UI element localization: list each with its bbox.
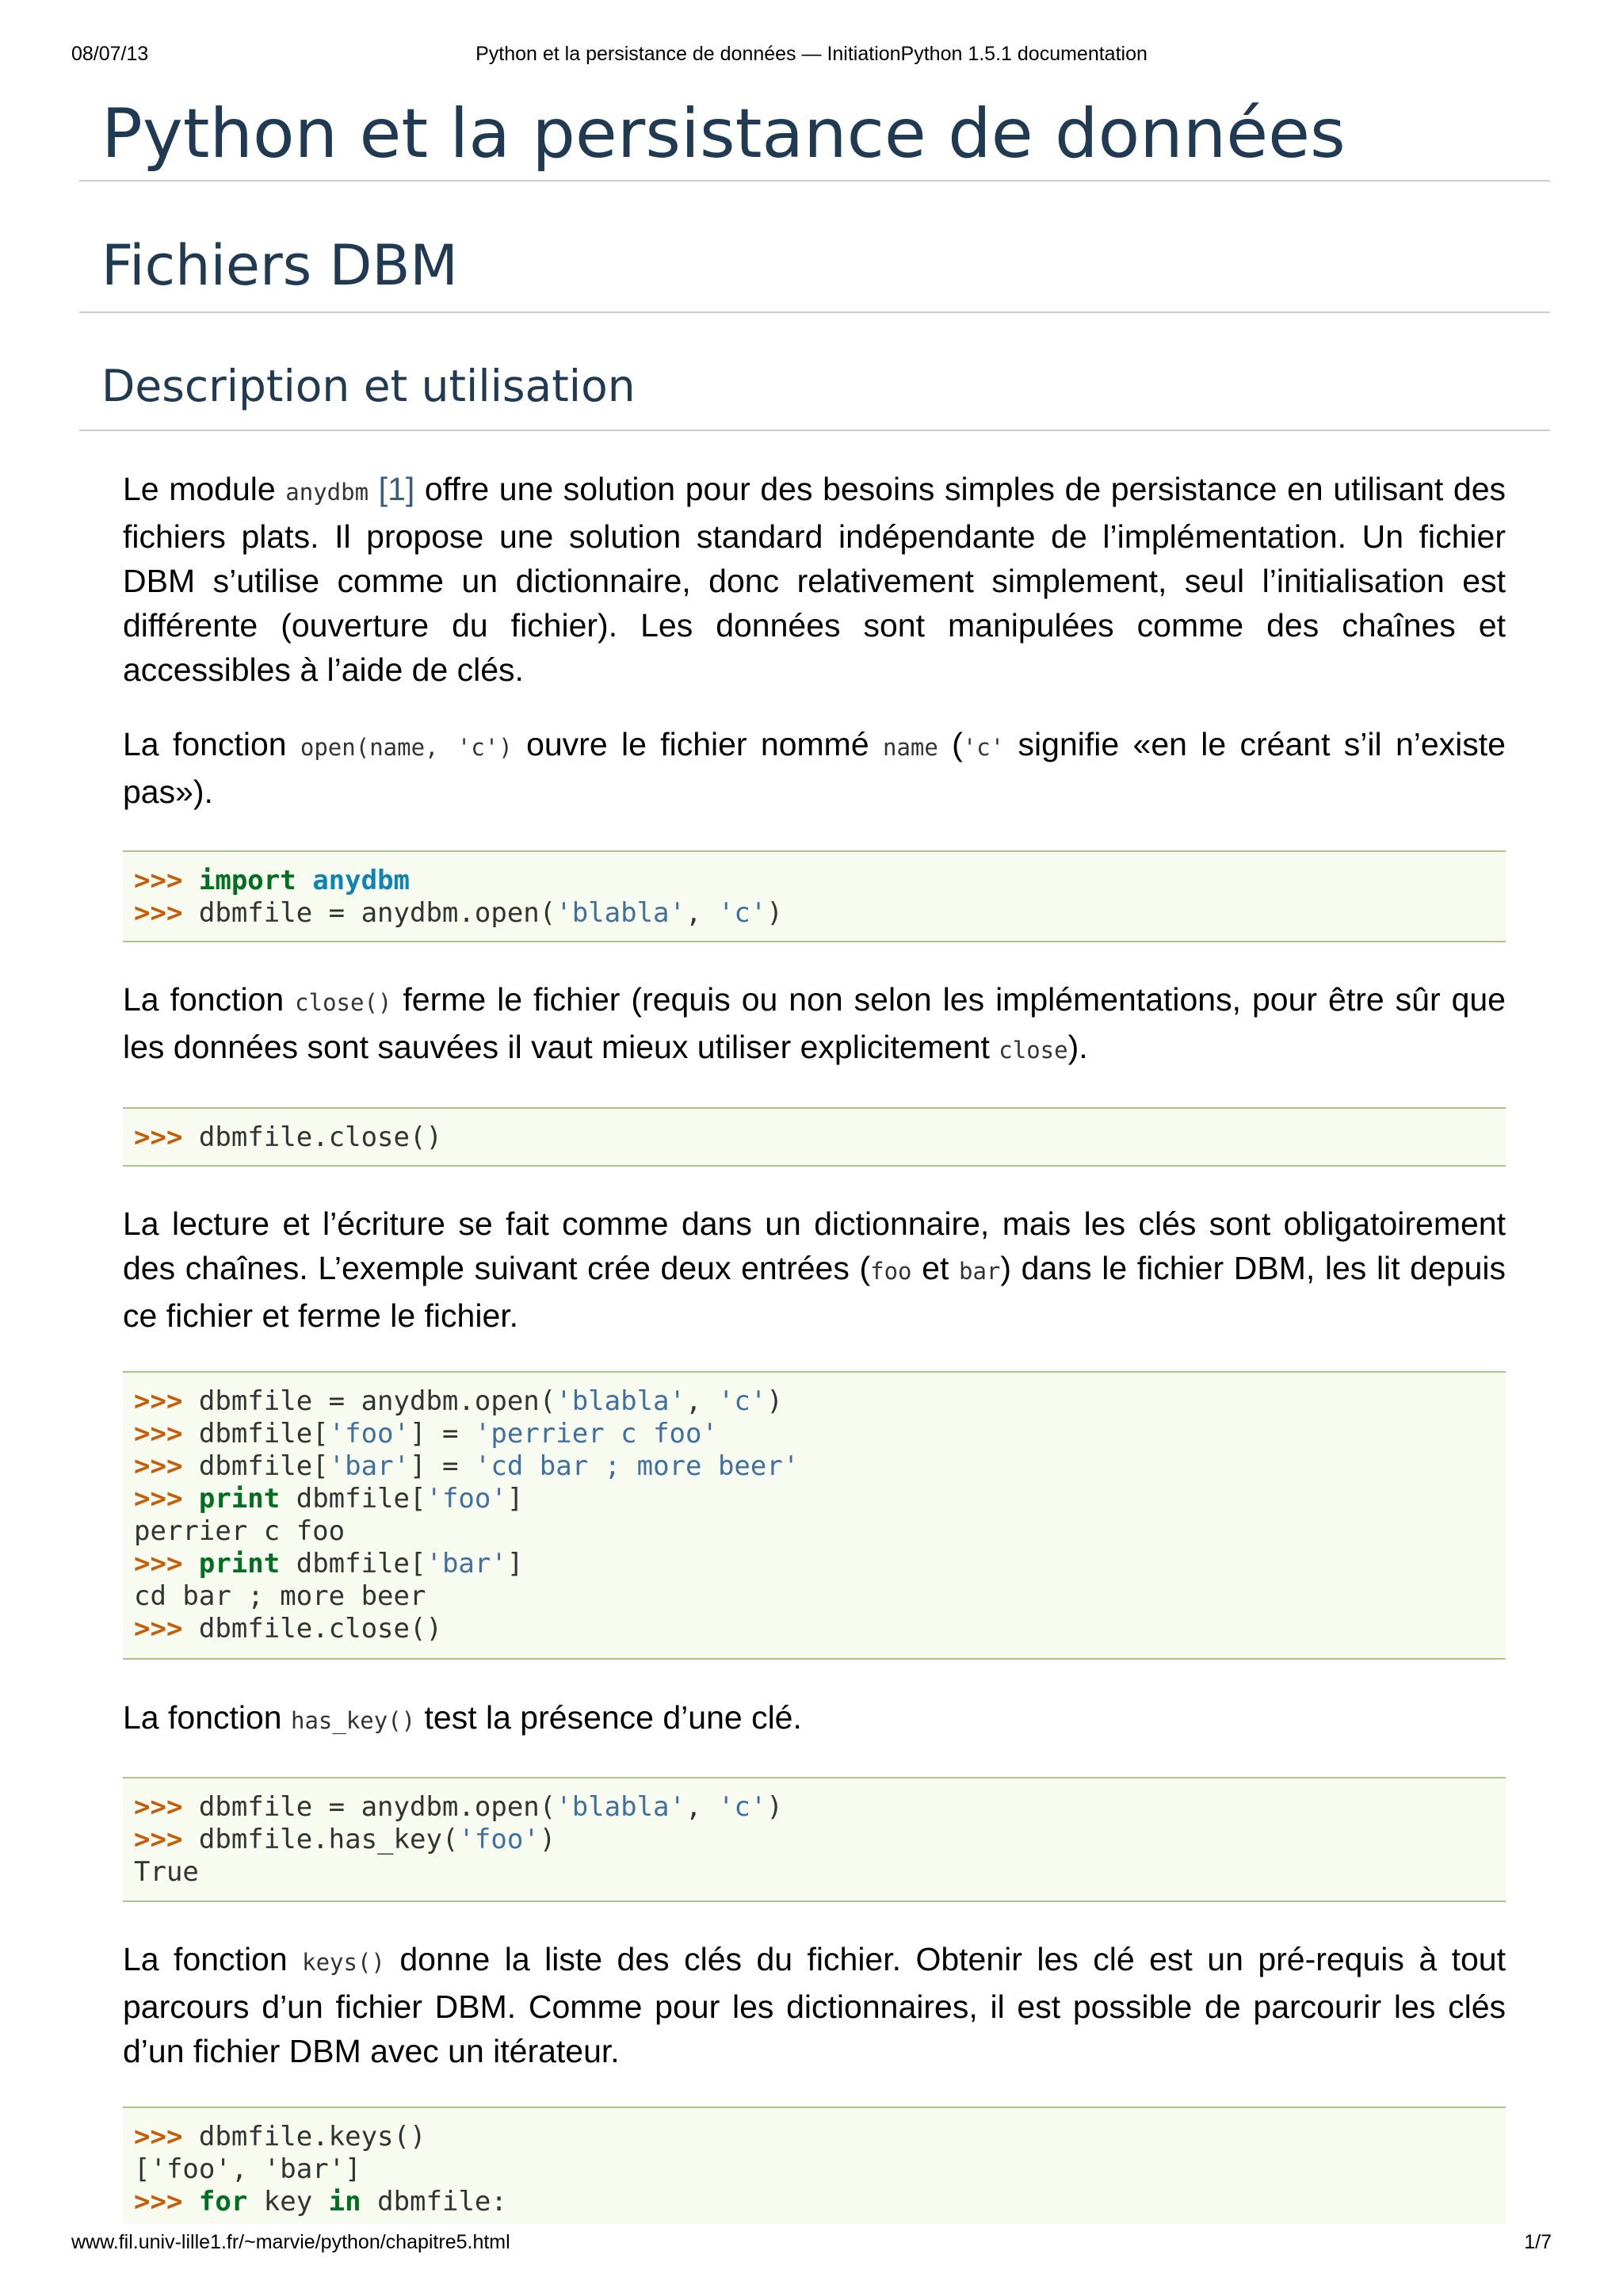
paragraph-intro (123, 467, 1506, 692)
inline-code: open(name, 'c') (300, 734, 513, 761)
page-title: Python et la persistance de données (79, 92, 1550, 181)
header-date: 08/07/13 (71, 43, 149, 65)
text: et (911, 1250, 959, 1286)
code-token: 'cd bar ; more beer' (474, 1450, 800, 1482)
paragraph-keys (123, 1937, 1506, 2073)
code-token: cd bar ; more beer (134, 1580, 426, 1612)
code-token: dbmfile = anydbm.open( (198, 1385, 556, 1417)
text: donne la liste des clés du fichier. Obtenir les clé est un pré-requis à tout parcours d’un fichier DBM. Comme pour les dictionnaires, il est possible de parcourir les clés d’un fichier DBM avec un itérateur. (123, 1941, 1506, 2069)
text: ) dans le fichier DBM, les lit depuis ce fichier et ferme le fichier. (123, 1250, 1506, 1334)
inline-code: keys() (302, 1949, 385, 1976)
paragraph-readwrite (123, 1201, 1506, 1338)
code-token: dbmfile[ (198, 1418, 329, 1450)
inline-code: has_key() (291, 1707, 416, 1734)
code-token: >>> (134, 1613, 199, 1645)
text: La fonction (123, 726, 300, 762)
code-token: >>> (134, 1824, 199, 1855)
code-token: , (685, 1791, 718, 1823)
code-line (134, 2186, 1496, 2218)
code-token: dbmfile: (361, 2186, 507, 2218)
text: La fonction (123, 1941, 303, 1977)
code-token: ] (506, 1548, 524, 1580)
code-token: 'blabla' (556, 1791, 685, 1823)
code-token: >>> (134, 865, 199, 896)
code-line (134, 897, 1496, 930)
code-token: print (198, 1548, 281, 1580)
code-block (123, 1371, 1506, 1660)
footer-url: www.fil.univ-lille1.fr/~marvie/python/chapitre5.html (71, 2231, 510, 2253)
code-line (134, 2121, 1496, 2153)
paragraph-close (123, 977, 1506, 1072)
code-token: True (134, 1856, 199, 1888)
code-token: ) (766, 1385, 783, 1417)
code-token: perrier c foo (134, 1515, 346, 1547)
code-line (134, 1791, 1496, 1824)
code-token: ) (539, 1824, 556, 1855)
paragraph-open (123, 722, 1506, 814)
code-token: for (198, 2186, 248, 2218)
code-token: 'blabla' (556, 1385, 685, 1417)
code-block (123, 1777, 1506, 1902)
code-token: >>> (134, 1121, 199, 1153)
paragraph-haskey (123, 1695, 1506, 1743)
code-token: 'c' (717, 897, 767, 929)
page-number: 1/7 (1524, 2231, 1552, 2253)
code-line (134, 1548, 1496, 1580)
code-token (296, 865, 312, 896)
code-token: 'foo' (458, 1824, 540, 1855)
code-token: >>> (134, 1418, 199, 1450)
text: La fonction (123, 1699, 291, 1736)
code-line (134, 2153, 1496, 2186)
code-token: ) (766, 897, 783, 929)
page-header (0, 43, 1623, 71)
text: ouvre le fichier nommé (512, 726, 883, 762)
inline-code: bar (959, 1258, 1001, 1285)
code-token: >>> (134, 1548, 199, 1580)
code-token: 'bar' (328, 1450, 411, 1482)
code-line (134, 1613, 1496, 1645)
code-token: >>> (134, 1385, 199, 1417)
code-token: dbmfile.close() (198, 1613, 442, 1645)
section-heading: Fichiers DBM (79, 238, 1550, 313)
code-token: >>> (134, 2121, 199, 2153)
code-block (123, 1107, 1506, 1167)
text: ). (1067, 1029, 1088, 1065)
code-token: , (685, 897, 718, 929)
code-token: 'blabla' (556, 897, 685, 929)
text: signifie «en le créant s’il n’existe pas»). (123, 726, 1506, 810)
inline-code: close (999, 1037, 1068, 1064)
page-footer (0, 2231, 1623, 2260)
code-token: in (328, 2186, 361, 2218)
inline-code: anydbm (285, 479, 369, 506)
inline-code: 'c' (962, 734, 1005, 761)
code-token: print (198, 1483, 281, 1515)
inline-code: close() (295, 989, 392, 1016)
code-token: >>> (134, 1483, 199, 1515)
code-token: ) (766, 1791, 783, 1823)
code-token: key (247, 2186, 329, 2218)
code-token: anydbm (312, 865, 411, 896)
code-line (134, 1450, 1496, 1483)
code-token: dbmfile.has_key( (198, 1824, 459, 1855)
code-token: >>> (134, 897, 199, 929)
code-token: dbmfile[ (280, 1548, 426, 1580)
code-token: dbmfile = anydbm.open( (198, 897, 556, 929)
code-line (134, 1580, 1496, 1613)
code-token: >>> (134, 1450, 199, 1482)
text: La lecture et l’écriture se fait comme dans un dictionnaire, mais les clés sont obligatoirement des chaînes. L’exemple suivant crée deux entrées ( (123, 1205, 1506, 1286)
code-token: ] = (410, 1450, 475, 1482)
code-block (123, 850, 1506, 942)
text: ferme le fichier (requis ou non selon les implémentations, pour être sûr que les données sont sauvées il vaut mieux utiliser explicitement (123, 981, 1506, 1065)
code-token: dbmfile[ (280, 1483, 426, 1515)
header-title: Python et la persistance de données — InitiationPython 1.5.1 documentation (475, 43, 1148, 65)
text: Le module (123, 471, 286, 507)
code-token: >>> (134, 2186, 199, 2218)
code-line (134, 1515, 1496, 1548)
code-token: dbmfile = anydbm.open( (198, 1791, 556, 1823)
code-line (134, 1856, 1496, 1889)
inline-code: foo (870, 1258, 912, 1285)
code-token: ] = (410, 1418, 475, 1450)
code-token: 'c' (717, 1791, 767, 1823)
code-line (134, 1121, 1496, 1154)
text: La fonction (123, 981, 296, 1018)
code-token: 'foo' (328, 1418, 411, 1450)
code-line (134, 1385, 1496, 1418)
code-token: import (198, 865, 296, 896)
code-token: >>> (134, 1791, 199, 1823)
code-line (134, 1418, 1496, 1450)
code-token: 'c' (717, 1385, 767, 1417)
code-line (134, 1824, 1496, 1856)
code-token: ] (506, 1483, 524, 1515)
code-token: dbmfile.keys() (198, 2121, 426, 2153)
code-line (134, 1483, 1496, 1515)
code-token: dbmfile[ (198, 1450, 329, 1482)
code-token: 'bar' (426, 1548, 507, 1580)
text: ( (938, 726, 963, 762)
code-line (134, 865, 1496, 897)
code-token: 'foo' (426, 1483, 507, 1515)
code-token: , (685, 1385, 718, 1417)
text: test la présence d’une clé. (415, 1699, 802, 1736)
inline-code: name (882, 734, 938, 761)
code-block (123, 2107, 1506, 2224)
footnote-link[interactable]: [1] (378, 471, 415, 507)
subsection-heading: Description et utilisation (79, 365, 1550, 431)
code-token: ['foo', 'bar'] (134, 2153, 361, 2185)
code-token: dbmfile.close() (198, 1121, 442, 1153)
code-token: 'perrier c foo' (474, 1418, 718, 1450)
text: offre une solution pour des besoins simples de persistance en utilisant des fichiers plats. Il propose une solution standard indépendante de l’implémentation. Un fichier DBM s’utilise comme un dictionnaire, donc relativement simplement, seul l’initialisation est différente (ouverture du fichier). Les données sont manipulées comme des chaînes et accessibles à l’aide de clés. (123, 471, 1506, 688)
